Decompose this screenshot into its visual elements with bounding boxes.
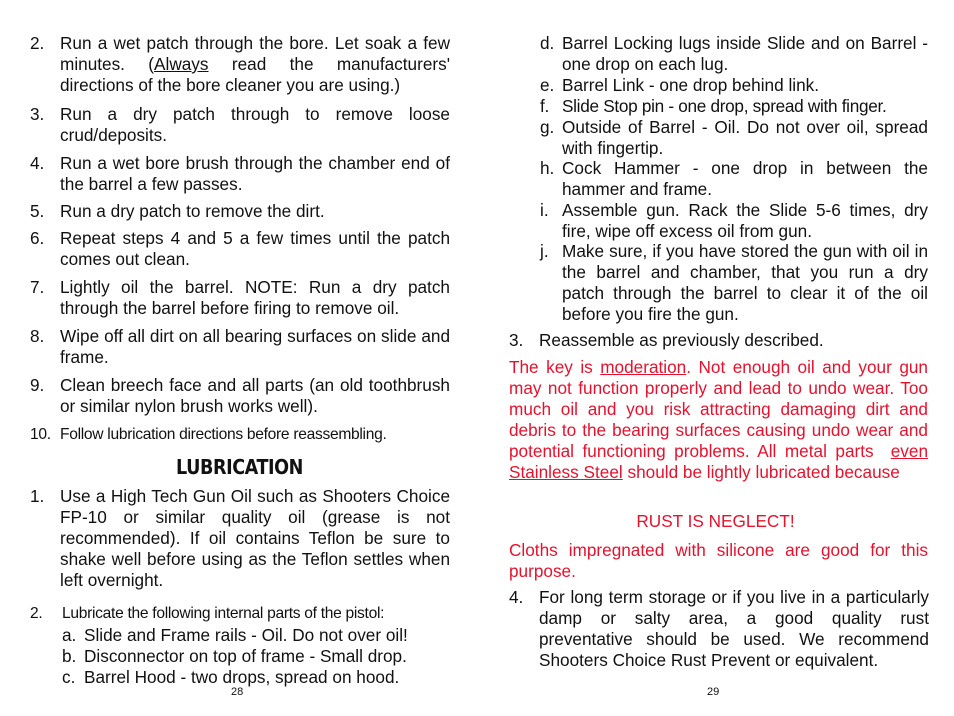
sub-item-letter: b.	[62, 646, 77, 666]
step-number: 2.	[30, 605, 43, 622]
step-text: Repeat steps 4 and 5 a few times until the patch comes out clean.	[60, 228, 450, 269]
sub-item-letter: h.	[540, 158, 555, 178]
step-text-part: read the manufacturers' directions of the bore cleaner you are using.)	[60, 54, 450, 95]
emphasis-stainless-steel: even Stainless Steel	[509, 441, 929, 482]
sub-item-text: Make sure, if you have stored the gun with oil in the barrel and chamber, that you run a dry patch through the barrel to clear it of the oil before you fire the gun.	[562, 241, 928, 324]
key-moderation-paragraph	[509, 357, 928, 483]
step-text	[60, 33, 450, 96]
step-text: Run a wet bore brush through the chamber end of the barrel a few passes.	[60, 153, 450, 194]
rust-warning: RUST IS NEGLECT!	[636, 511, 795, 531]
key-text: should be lightly lubricated because	[622, 462, 900, 482]
sub-item-letter: j.	[540, 241, 549, 261]
step-number: 3.	[509, 330, 524, 350]
sub-item	[62, 625, 452, 646]
sub-item	[62, 667, 452, 688]
sub-item	[540, 158, 928, 200]
step-text: Clean breech face and all parts (an old toothbrush or similar nylon brush works well).	[60, 375, 450, 416]
step-number: 2.	[30, 33, 45, 53]
sub-item	[540, 33, 928, 75]
sub-item-text: Barrel Link - one drop behind link.	[562, 75, 820, 95]
sub-item-text: Cock Hammer - one drop in between the hammer and frame.	[562, 158, 928, 199]
key-text: . Not enough oil and your gun may not function properly and lead to undo wear. Too much oil and you risk attracting damaging dirt and debris to the bearing surfaces causing undo wear and potential functioning problems. All metal parts	[509, 357, 928, 461]
step-text: Run a dry patch to remove the dirt.	[60, 201, 325, 221]
cloths-paragraph: Cloths impregnated with silicone are good for this purpose.	[509, 540, 928, 581]
list-item	[30, 104, 450, 146]
step-text: For long term storage or if you live in a particularly damp or salty area, a good quality rust preventative should be used. We recommend Shooters Choice Rust Prevent or equivalent.	[539, 587, 929, 670]
step-text-part: Run a wet patch through the bore. Let soak a few minutes. (	[60, 33, 450, 74]
list-item	[30, 375, 450, 417]
step-number: 9.	[30, 375, 45, 395]
step-number: 10.	[30, 426, 51, 443]
sub-item-text: Barrel Hood - two drops, spread on hood.	[84, 667, 400, 687]
step-text: Use a High Tech Gun Oil such as Shooters Choice FP-10 or similar quality oil (grease is not recommended). If oil contains Teflon be sure to shake well before using as the Teflon settles when left overnight.	[60, 486, 450, 590]
step-number: 4.	[509, 587, 524, 607]
emphasis-always: Always	[154, 54, 209, 74]
sub-item-text: Slide Stop pin - one drop, spread with finger.	[562, 96, 887, 116]
right-page	[477, 0, 954, 716]
list-item	[30, 201, 450, 222]
step-number: 5.	[30, 201, 45, 221]
page-number: 29	[707, 686, 720, 698]
step-text: Wipe off all dirt on all bearing surfaces on slide and frame.	[60, 326, 450, 367]
list-item	[30, 424, 455, 445]
sub-item-text: Outside of Barrel - Oil. Do not over oil, spread with fingertip.	[562, 117, 928, 158]
sub-item-letter: i.	[540, 200, 549, 220]
sub-item-text: Disconnector on top of frame - Small drop.	[84, 646, 407, 666]
sub-item-letter: g.	[540, 117, 555, 137]
list-item	[509, 587, 929, 671]
sub-item	[540, 200, 928, 242]
step-number: 4.	[30, 153, 45, 173]
step-text: Reassemble as previously described.	[539, 330, 824, 350]
sub-item	[62, 646, 452, 667]
sub-item-text: Assemble gun. Rack the Slide 5-6 times, dry fire, wipe off excess oil from gun.	[562, 200, 928, 241]
list-item	[30, 153, 450, 195]
sub-item-letter: f.	[540, 96, 549, 116]
sub-item-text: Slide and Frame rails - Oil. Do not over oil!	[84, 625, 408, 645]
list-item	[30, 603, 455, 624]
step-number: 8.	[30, 326, 45, 346]
sub-item-letter: d.	[540, 33, 555, 53]
step-number: 3.	[30, 104, 45, 124]
emphasis-moderation: moderation	[600, 357, 687, 377]
step-number: 6.	[30, 228, 45, 248]
page-number: 28	[231, 686, 244, 698]
sub-item	[540, 117, 928, 159]
list-item	[30, 33, 450, 96]
sub-item-letter: a.	[62, 625, 77, 645]
sub-item	[540, 241, 928, 325]
step-text: Lightly oil the barrel. NOTE: Run a dry patch through the barrel before firing to remove oil.	[60, 277, 450, 318]
key-text: The key is	[509, 357, 601, 377]
step-text: Lubricate the following internal parts of the pistol:	[62, 605, 385, 622]
step-text: Run a dry patch through to remove loose crud/deposits.	[60, 104, 450, 145]
step-number: 1.	[30, 486, 45, 506]
list-item	[30, 326, 450, 368]
list-item	[30, 277, 450, 319]
sub-item-letter: e.	[540, 75, 555, 95]
list-item	[30, 228, 450, 270]
list-item	[30, 486, 450, 591]
section-heading-lubrication: LUBRICATION	[176, 455, 303, 479]
sub-item	[540, 96, 932, 117]
step-number: 7.	[30, 277, 45, 297]
list-item	[509, 330, 929, 351]
step-text: Follow lubrication directions before reassembling.	[60, 426, 387, 443]
sub-item	[540, 75, 928, 96]
sub-item-letter: c.	[62, 667, 76, 687]
sub-item-text: Barrel Locking lugs inside Slide and on Barrel - one drop on each lug.	[562, 33, 928, 74]
